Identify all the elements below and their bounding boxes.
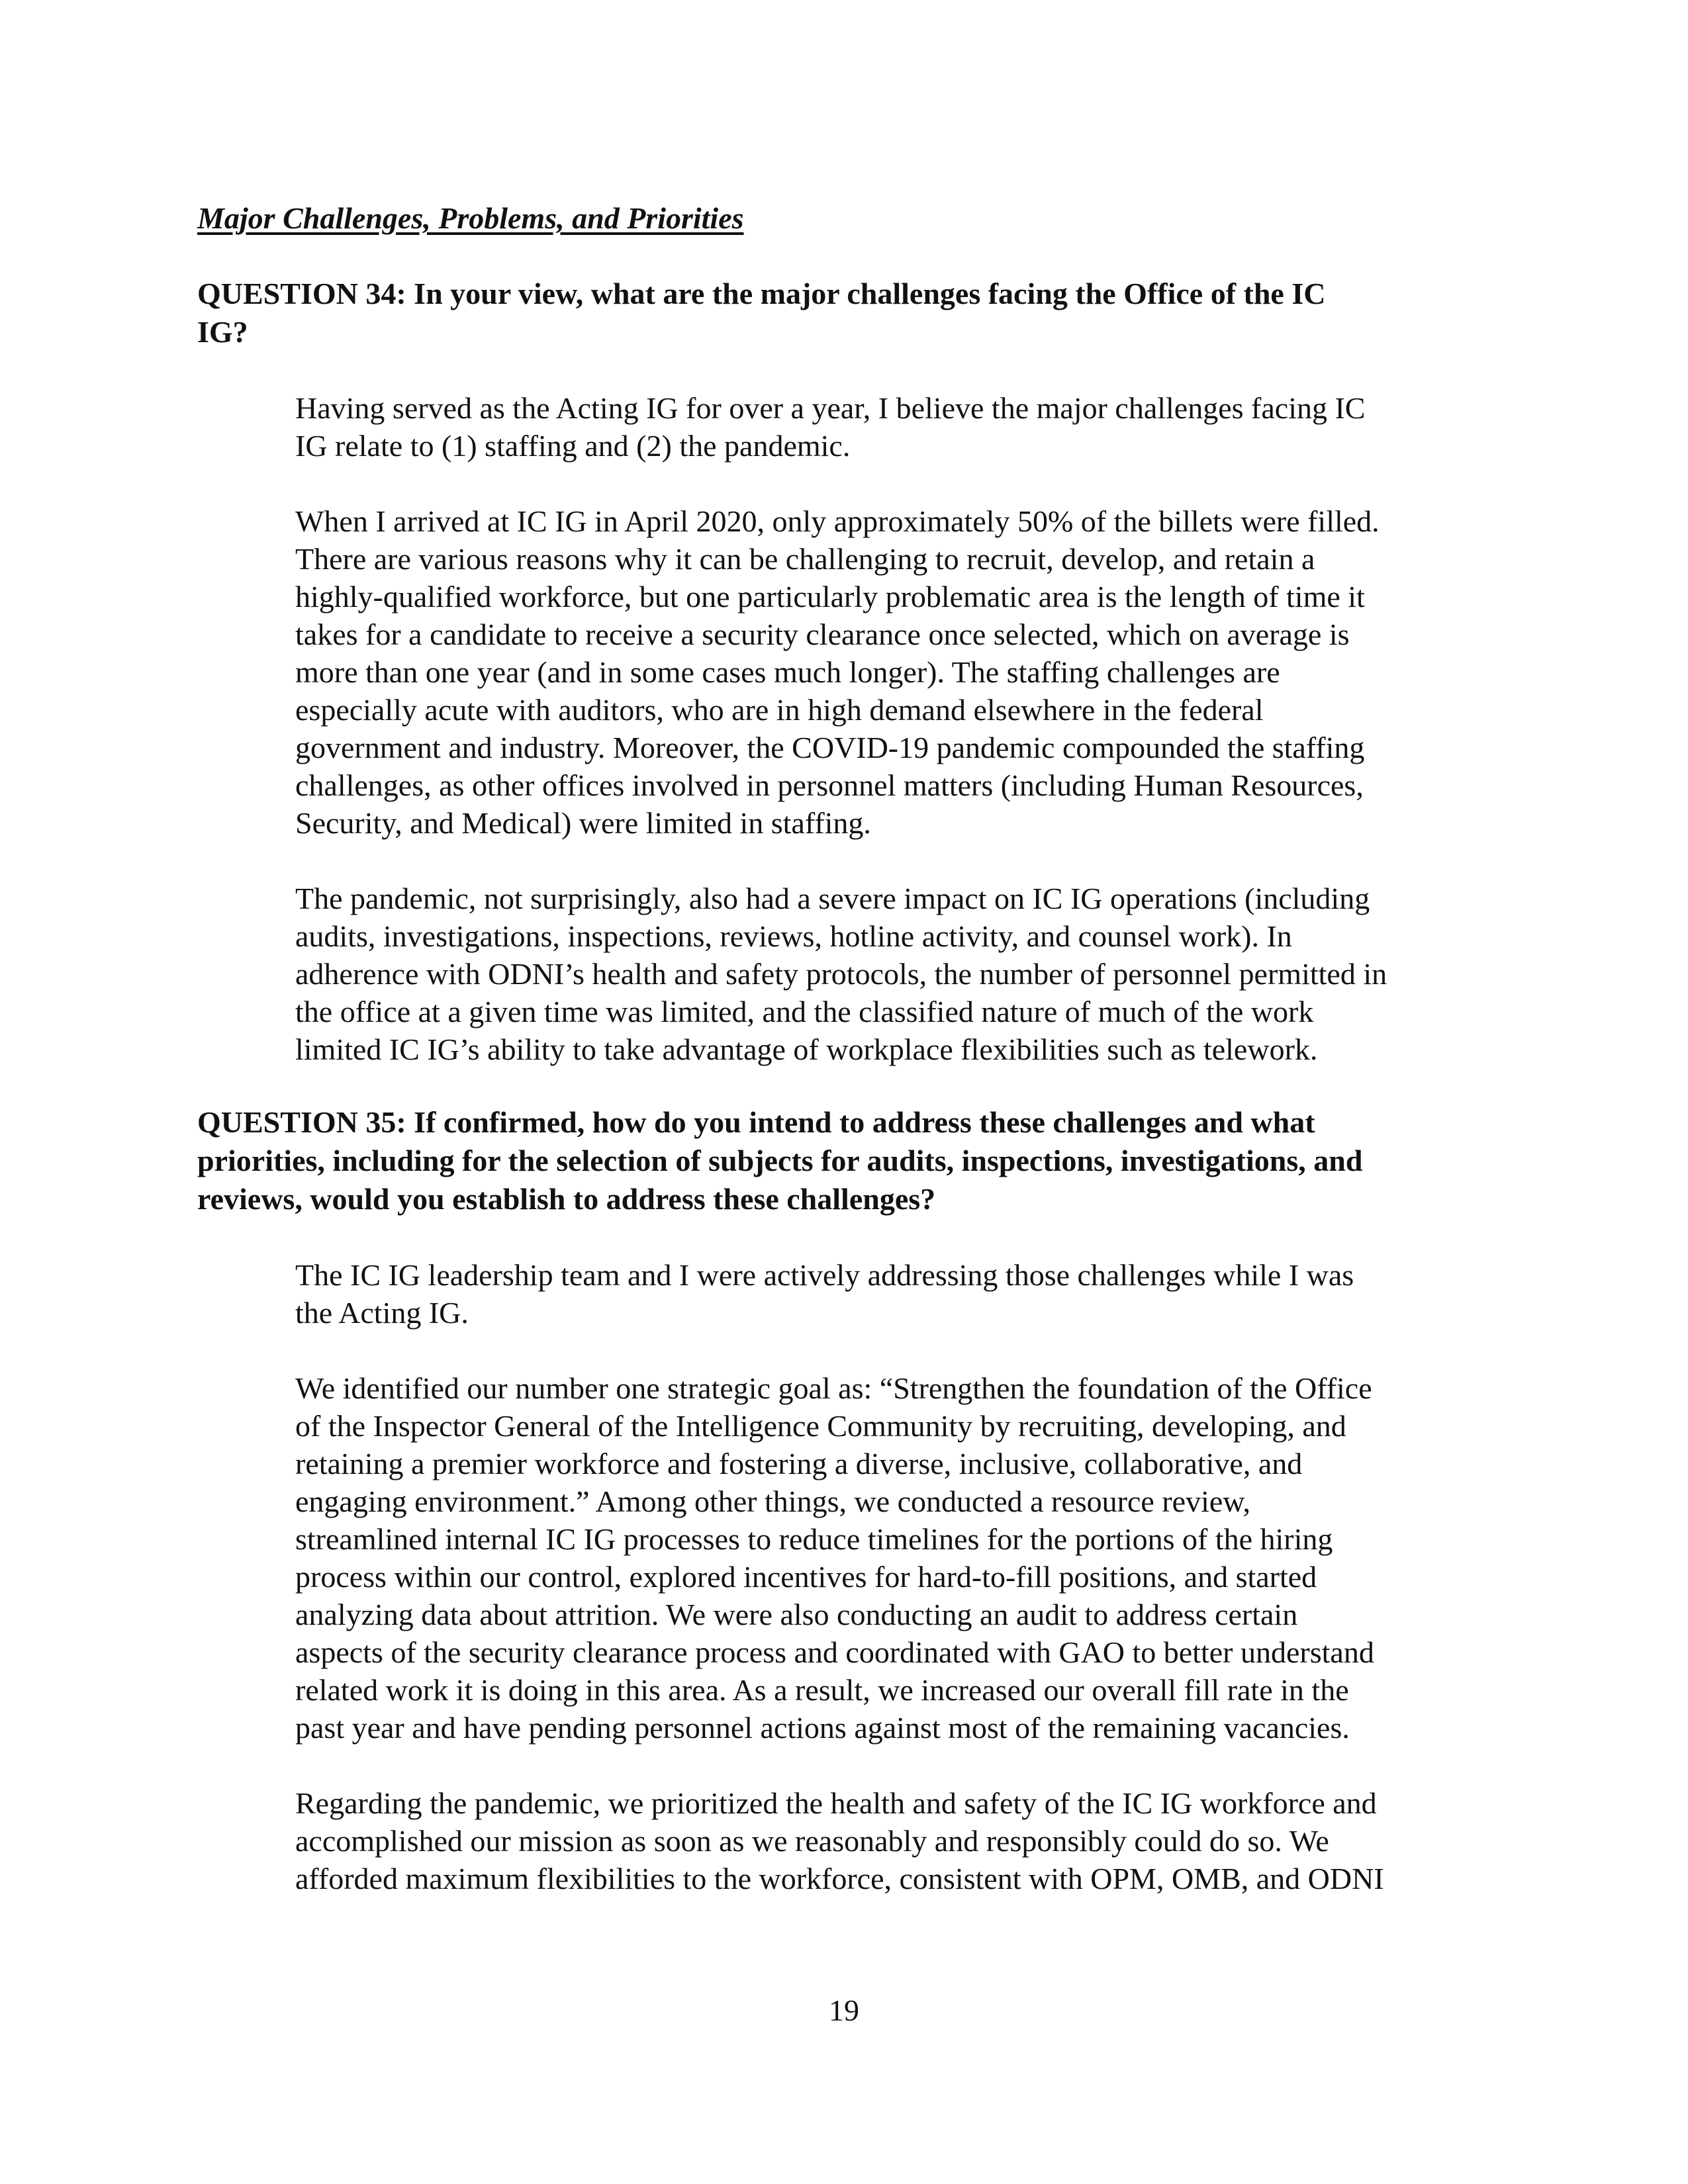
answer-line: The pandemic, not surprisingly, also had a severe impact on IC IG operations (including xyxy=(295,882,1370,915)
answer-line: especially acute with auditors, who are in high demand elsewhere in the federal xyxy=(295,693,1264,727)
answer-paragraph xyxy=(295,1784,1487,1897)
section-heading: Major Challenges, Problems, and Priorities xyxy=(197,201,744,235)
answer-line: the office at a given time was limited, and the classified nature of much of the work xyxy=(295,995,1314,1028)
answer-line: Regarding the pandemic, we prioritized the health and safety of the IC IG workforce and xyxy=(295,1786,1377,1820)
answer-line: audits, investigations, inspections, reviews, hotline activity, and counsel work). In xyxy=(295,919,1292,953)
answer-line: government and industry. Moreover, the COVID-19 pandemic compounded the staffing xyxy=(295,731,1365,764)
answer-line: process within our control, explored incentives for hard-to-fill positions, and started xyxy=(295,1560,1317,1594)
answer-paragraph xyxy=(295,1256,1487,1332)
question-34-answer xyxy=(295,389,1487,1106)
answer-line: limited IC IG’s ability to take advantage of workplace flexibilities such as telework. xyxy=(295,1032,1318,1066)
answer-line: the Acting IG. xyxy=(295,1296,469,1330)
question-line: priorities, including for the selection of subjects for audits, inspections, investigations, and xyxy=(197,1144,1363,1177)
question-line: reviews, would you establish to address these challenges? xyxy=(197,1182,936,1216)
answer-line: past year and have pending personnel actions against most of the remaining vacancies. xyxy=(295,1711,1350,1745)
answer-line: analyzing data about attrition. We were also conducting an audit to address certain xyxy=(295,1598,1298,1631)
question-line: QUESTION 34: In your view, what are the major challenges facing the Office of the IC xyxy=(197,277,1326,310)
answer-line: aspects of the security clearance process and coordinated with GAO to better understand xyxy=(295,1635,1374,1669)
answer-line: retaining a premier workforce and fostering a diverse, inclusive, collaborative, and xyxy=(295,1447,1303,1480)
question-35-answer xyxy=(295,1256,1487,1935)
answer-line: related work it is doing in this area. As a result, we increased our overall fill rate in the xyxy=(295,1673,1349,1707)
answer-line: highly-qualified workforce, but one particularly problematic area is the length of time it xyxy=(295,580,1365,614)
answer-line: Security, and Medical) were limited in staffing. xyxy=(295,806,871,840)
answer-line: There are various reasons why it can be challenging to recruit, develop, and retain a xyxy=(295,542,1315,576)
answer-line: afforded maximum flexibilities to the workforce, consistent with OPM, OMB, and ODNI xyxy=(295,1862,1384,1895)
answer-line: accomplished our mission as soon as we reasonably and responsibly could do so. We xyxy=(295,1824,1329,1858)
answer-line: streamlined internal IC IG processes to reduce timelines for the portions of the hiring xyxy=(295,1522,1333,1556)
answer-paragraph xyxy=(295,389,1487,465)
page-number: 19 xyxy=(829,1993,859,2027)
answer-line: more than one year (and in some cases much longer). The staffing challenges are xyxy=(295,655,1280,689)
answer-line: The IC IG leadership team and I were actively addressing those challenges while I was xyxy=(295,1258,1354,1292)
question-line: IG? xyxy=(197,315,248,349)
question-34-heading xyxy=(197,275,1495,351)
answer-paragraph xyxy=(295,502,1487,842)
question-line: QUESTION 35: If confirmed, how do you intend to address these challenges and what xyxy=(197,1105,1315,1139)
answer-paragraph xyxy=(295,1369,1487,1747)
question-35-heading xyxy=(197,1103,1495,1218)
answer-line: takes for a candidate to receive a security clearance once selected, which on average is xyxy=(295,617,1350,651)
answer-paragraph xyxy=(295,880,1487,1068)
answer-line: challenges, as other offices involved in personnel matters (including Human Resources, xyxy=(295,768,1364,802)
answer-line: Having served as the Acting IG for over a year, I believe the major challenges facing IC xyxy=(295,391,1366,425)
answer-line: When I arrived at IC IG in April 2020, only approximately 50% of the billets were filled. xyxy=(295,504,1380,538)
answer-line: engaging environment.” Among other things, we conducted a resource review, xyxy=(295,1484,1251,1518)
answer-line: IG relate to (1) staffing and (2) the pandemic. xyxy=(295,429,851,463)
answer-line: We identified our number one strategic goal as: “Strengthen the foundation of the Office xyxy=(295,1371,1372,1405)
answer-line: adherence with ODNI’s health and safety protocols, the number of personnel permitted in xyxy=(295,957,1387,991)
answer-line: of the Inspector General of the Intelligence Community by recruiting, developing, and xyxy=(295,1409,1346,1443)
